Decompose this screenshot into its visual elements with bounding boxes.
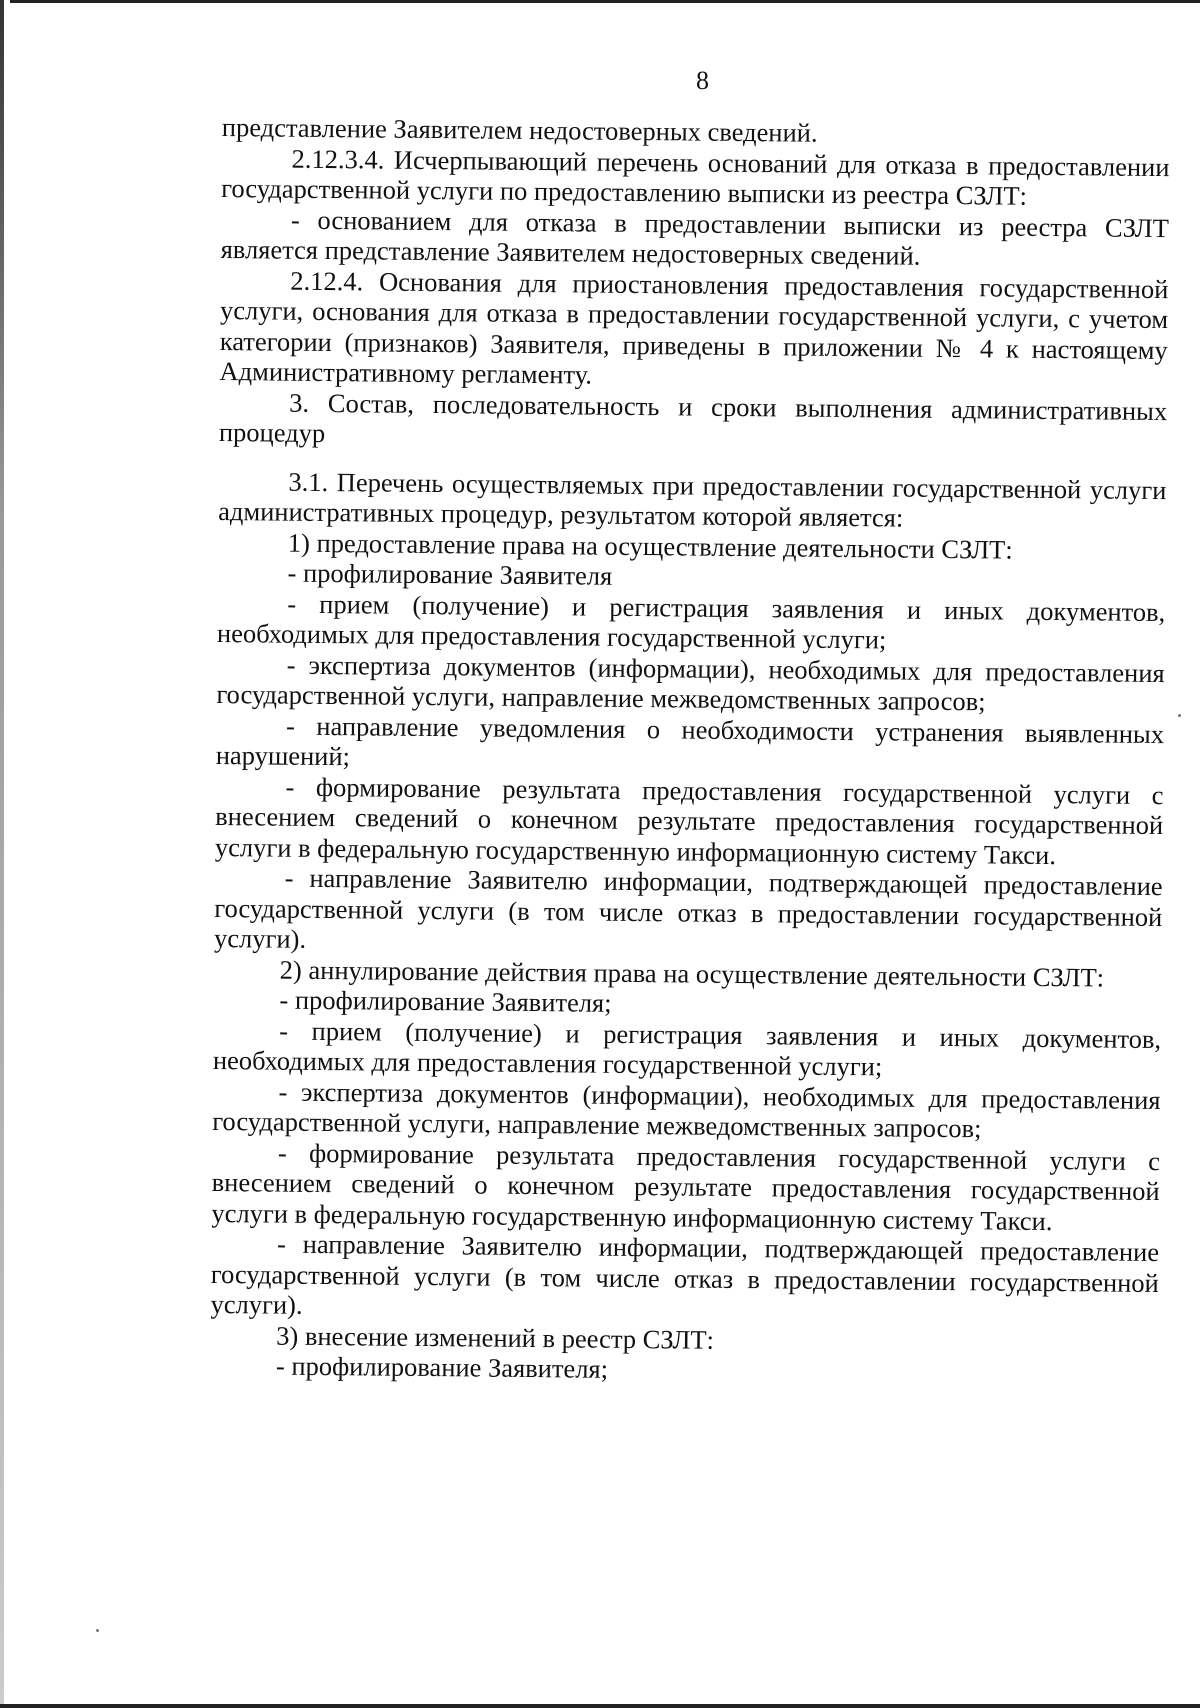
paragraph: представление Заявителем недостоверных сведений. [221,112,818,148]
paragraph: 2.12.4. Основания для приостановления предоставления государственной услуги, основания для отказа в предоставлении государственной услуги, с учетом категории (признаков) Заявителя, приведены в приложении № 4 к настоящему Административному регламенту. [219,265,1169,390]
scan-edge-bottom [0,1704,1200,1708]
scan-speck [96,1629,99,1632]
section-heading: 3. Состав, последовательность и сроки выполнения административных процедур [218,387,1168,449]
list-item: - направление уведомления о необходимости устранения выявленных нарушений; [215,710,1165,772]
list-item: - прием (получение) и регистрация заявления и иных документов, необходимых для предоставления государственной услуги; [216,588,1166,655]
scan-edge-top [10,0,1200,3]
list-item: - направление Заявителю информации, подтверждающей предоставление государственной услуги (в том числе отказ в предоставлении государственной услуги). [210,1228,1160,1320]
list-item: - формирование результата предоставления государственной услуги с внесением сведений о конечном результате предоставления государственной услуги в федеральную государственную информационную систему Такси. [214,771,1164,870]
list-item: - формирование результата предоставления государственной услуги с внесением сведений о конечном результате предоставления государственной услуги в федеральную государственную информационную систему Такси. [211,1137,1161,1236]
list-item: - профилирование Заявителя; [279,984,612,1018]
document-body [210,112,1170,1390]
list-item: - направление Заявителю информации, подтверждающей предоставление государственной услуги (в том числе отказ в предоставлении государственной услуги). [213,862,1163,954]
list-item: - прием (получение) и регистрация заявления и иных документов, необходимых для предоставления государственной услуги; [212,1015,1162,1082]
list-heading: 2) аннулирование действия права на осуществление деятельности СЗЛТ: [279,954,1105,993]
list-item: - экспертиза документов (информации), необходимых для предоставления государственной услуги, направление межведомственных запросов; [216,649,1165,717]
list-heading: 1) предоставление права на осуществление деятельности СЗЛТ: [287,527,1013,565]
scan-speck [1178,714,1181,717]
list-heading: 3) внесение изменений в реестр СЗЛТ: [276,1320,715,1355]
list-item: - профилирование Заявителя [287,557,613,591]
paragraph: - основанием для отказа в предоставлении выписки из реестра СЗЛТ является представление Заявителем недостоверных сведений. [220,204,1170,271]
list-item: - профилирование Заявителя; [275,1350,609,1384]
scan-edge-left [0,0,4,1708]
list-item: - экспертиза документов (информации), необходимых для предоставления государственной услуги, направление межведомственных запросов; [212,1076,1161,1144]
paragraph: 2.12.3.4. Исчерпывающий перечень оснований для отказа в предоставлении государственной услуги по предоставлению выписки из реестра СЗЛТ: [221,143,1170,211]
paragraph: 3.1. Перечень осуществляемых при предоставлении государственной услуги административных процедур, результатом которой является: [218,466,1167,533]
page-number: 8 [696,66,709,95]
